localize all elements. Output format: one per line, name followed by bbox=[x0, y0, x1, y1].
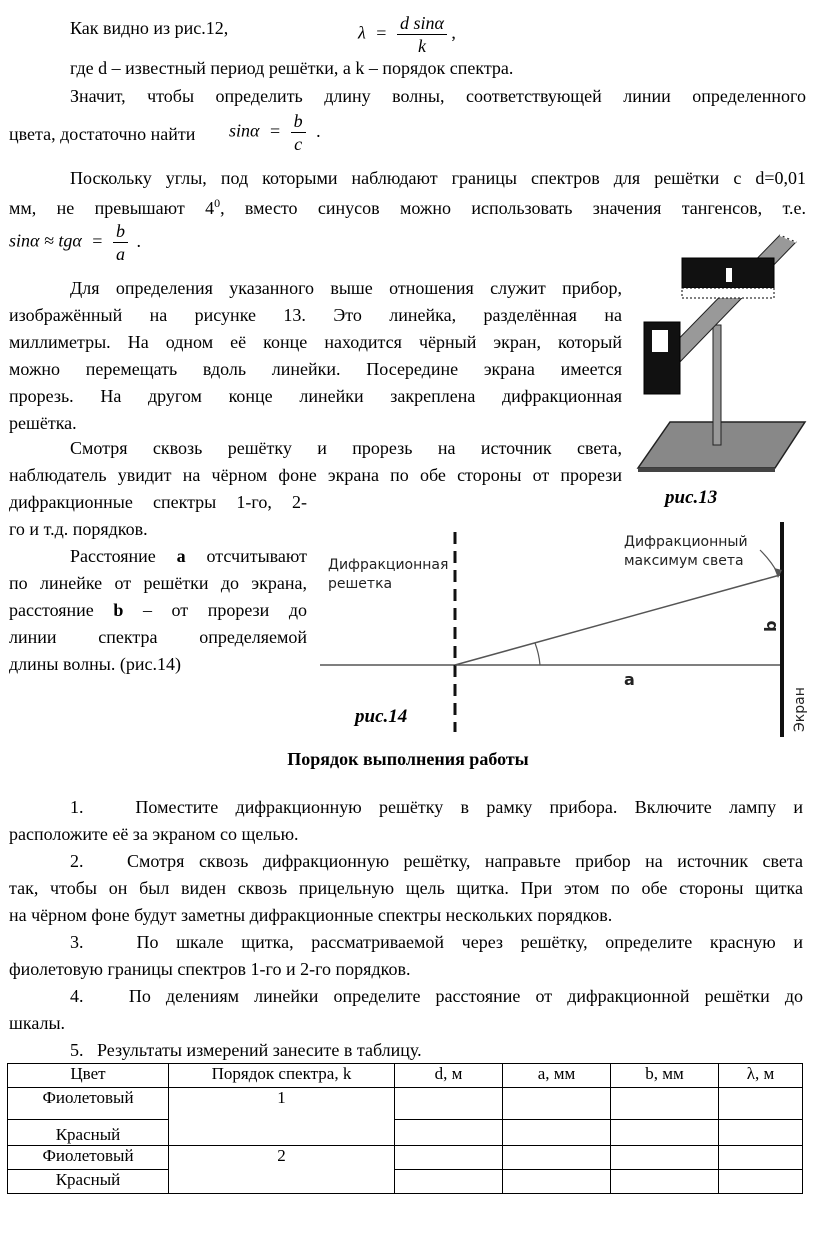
th-b: b, мм bbox=[611, 1064, 719, 1088]
label-screen: Экран bbox=[792, 687, 808, 732]
device-line-4: можно перемещать вдоль линейки. Посередине экрана имеется bbox=[9, 359, 622, 379]
max-label-2: максимум света bbox=[624, 553, 744, 569]
intro-line-1 bbox=[70, 12, 810, 62]
step-1-line-1: 1. Поместите дифракционную решётку в рамку прибора. Включите лампу и bbox=[70, 797, 804, 817]
cell-d[interactable] bbox=[395, 1146, 503, 1170]
max-label-1: Дифракционный bbox=[624, 534, 748, 550]
intro-text-find: цвета, достаточно найти bbox=[9, 124, 196, 144]
step-2-line-1: 2. Смотря сквозь дифракционную решётку, направьте прибор на источник света bbox=[70, 851, 803, 871]
th-color: Цвет bbox=[8, 1064, 169, 1088]
cell-d[interactable] bbox=[395, 1170, 503, 1194]
intro-line-6: мм, не превышают $4^0$, вместо синусов можно использовать значения тангенсов, т.е. bbox=[9, 196, 807, 218]
table-row bbox=[8, 1146, 803, 1170]
step-5-line-1: 5. Результаты измерений занесите в таблицу. bbox=[70, 1040, 422, 1060]
cell-d[interactable] bbox=[395, 1120, 503, 1146]
device-base-edge bbox=[638, 468, 775, 472]
distance-line-1: Расстояние a отсчитывают bbox=[70, 546, 307, 566]
cell-b[interactable] bbox=[611, 1088, 719, 1120]
observer-line-4: го и т.д. порядков. bbox=[9, 519, 148, 539]
formula-lambda: λ = $\frac{\text{d sinα}}{k}$ , bbox=[358, 13, 456, 56]
cell-lambda[interactable] bbox=[719, 1146, 803, 1170]
cell-a[interactable] bbox=[503, 1088, 611, 1120]
step-4-line-2: шкалы. bbox=[9, 1013, 66, 1033]
results-table bbox=[7, 1063, 803, 1194]
cell-a[interactable] bbox=[503, 1170, 611, 1194]
intro-text-fig12: Как видно из рис.12, bbox=[70, 18, 229, 38]
table-header-row bbox=[8, 1064, 803, 1088]
grating-label-1: Дифракционная bbox=[328, 557, 449, 573]
cell-b[interactable] bbox=[611, 1120, 719, 1146]
step-4-line-1: 4. По делениям линейки определите расстояние от дифракционной решётки до bbox=[70, 986, 803, 1006]
fig13-caption: рис.13 bbox=[665, 487, 718, 508]
cell-order: 1 bbox=[169, 1088, 395, 1146]
table-row bbox=[8, 1120, 803, 1146]
device-line-5: прорезь. На другом конце линейки закреплена дифракционная bbox=[9, 386, 622, 406]
th-lambda: λ, м bbox=[719, 1064, 803, 1088]
cell-color: Красный bbox=[8, 1170, 169, 1194]
cell-a[interactable] bbox=[503, 1146, 611, 1170]
observer-line-1: Смотря сквозь решётку и прорезь на источник света, bbox=[70, 438, 622, 458]
step-2-line-3: на чёрном фоне будут заметны дифракционные спектры нескольких порядков. bbox=[9, 905, 613, 925]
procedure-title: Порядок выполнения работы bbox=[287, 749, 529, 769]
device-stand bbox=[713, 325, 721, 445]
step-1-line-2: расположите её за экраном со щелью. bbox=[9, 824, 299, 844]
intro-line-5: Поскольку углы, под которыми наблюдают границы спектров для решётки с d=0,01 bbox=[70, 168, 806, 188]
step-2-line-2: так, чтобы он был виден сквозь прицельную щель щитка. При этом по обе стороны щитка bbox=[9, 878, 803, 898]
distance-line-3: расстояние b – от прорези до bbox=[9, 600, 307, 620]
fig14-caption: рис.14 bbox=[355, 706, 408, 727]
cell-b[interactable] bbox=[611, 1146, 719, 1170]
intro-line-3: Значит, чтобы определить длину волны, соответствующей линии определенного bbox=[70, 86, 806, 106]
device-line-3: миллиметры. На одном её конце находится чёрный экран, который bbox=[9, 332, 622, 352]
th-d: d, м bbox=[395, 1064, 503, 1088]
cell-color: Фиолетовый bbox=[8, 1146, 169, 1170]
label-a: a bbox=[624, 670, 635, 689]
cell-d[interactable] bbox=[395, 1088, 503, 1120]
device-line-2: изображённый на рисунке 13. Это линейка, разделённая на bbox=[9, 305, 622, 325]
cell-lambda[interactable] bbox=[719, 1088, 803, 1120]
angle-arc bbox=[535, 643, 540, 665]
step-3-line-2: фиолетовую границы спектров 1-го и 2-го порядков. bbox=[9, 959, 411, 979]
cell-lambda[interactable] bbox=[719, 1170, 803, 1194]
formula-sin: sinα = $\frac{b}{c}$ . bbox=[229, 111, 321, 154]
th-a: a, мм bbox=[503, 1064, 611, 1088]
cell-a[interactable] bbox=[503, 1120, 611, 1146]
table-row bbox=[8, 1088, 803, 1120]
step-3-line-1: 3. По шкале щитка, рассматриваемой через решётку, определите красную и bbox=[70, 932, 804, 952]
cell-color: Красный bbox=[8, 1120, 169, 1146]
cell-order: 2 bbox=[169, 1146, 395, 1194]
cell-color: Фиолетовый bbox=[8, 1088, 169, 1120]
intro-line-2: где d – известный период решётки, а k – порядок спектра. bbox=[70, 58, 514, 78]
formula-tg: sinα ≈ tgα = $\frac{b}{a}$ . bbox=[9, 221, 141, 264]
device-screen-scale bbox=[682, 288, 774, 298]
th-order: Порядок спектра, k bbox=[169, 1064, 395, 1088]
diffraction-ray bbox=[455, 575, 780, 665]
table-row bbox=[8, 1170, 803, 1194]
observer-line-3: дифракционные спектры 1-го, 2- bbox=[9, 492, 307, 512]
label-b: b bbox=[761, 620, 780, 632]
distance-line-2: по линейке от решётки до экрана, bbox=[9, 573, 307, 593]
device-line-6: решётка. bbox=[9, 413, 77, 433]
fig13-device-drawing bbox=[630, 230, 810, 480]
grating-label-2: решетка bbox=[328, 576, 393, 592]
observer-line-2: наблюдатель увидит на чёрном фоне экрана по обе стороны от прорези bbox=[9, 465, 622, 485]
distance-line-4: линии спектра определяемой bbox=[9, 627, 307, 647]
cell-b[interactable] bbox=[611, 1170, 719, 1194]
cell-lambda[interactable] bbox=[719, 1120, 803, 1146]
device-line-1: Для определения указанного выше отношения служит прибор, bbox=[70, 278, 622, 298]
intro-line-4 bbox=[9, 110, 509, 160]
device-screen-slit bbox=[726, 268, 732, 282]
device-grating-window bbox=[652, 330, 668, 352]
distance-line-5: длины волны. (рис.14) bbox=[9, 654, 181, 674]
